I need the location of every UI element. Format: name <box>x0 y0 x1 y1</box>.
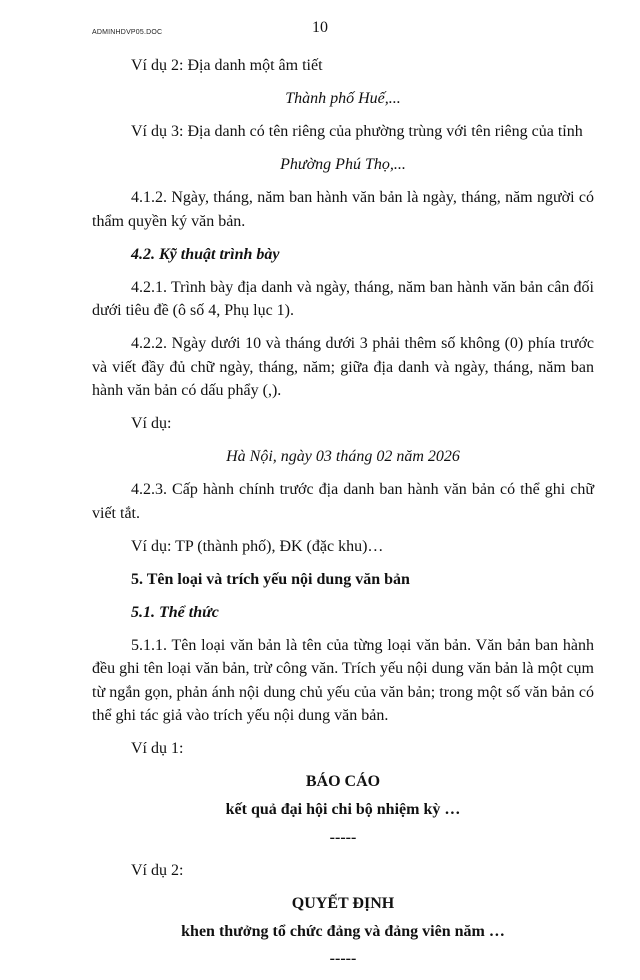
example-1-subtitle: kết quả đại hội chi bộ nhiệm kỳ … <box>225 801 461 818</box>
example-1-label: Ví dụ 1: <box>131 740 184 757</box>
example-1-dash: ----- <box>329 828 357 846</box>
example-date: Hà Nội, ngày 03 tháng 02 năm 2026 <box>226 448 460 465</box>
file-name: ADMINHDVP05.DOC <box>92 29 163 36</box>
paragraph-5-1-1: 5.1.1. Tên loại văn bản là tên của từng loại văn bản. Văn bản ban hành đều ghi tên loại văn bản, trừ công văn. Trích yếu nội dung văn bản là một cụm từ ngắn gọn, phản ánh nội dung chủ yếu của văn bản; trong một số văn bản có thể ghi tác giả vào trích yếu nội dung văn bản. <box>92 636 594 724</box>
heading-4-2: 4.2. Kỹ thuật trình bày <box>131 245 280 263</box>
paragraph-4-2-3: 4.2.3. Cấp hành chính trước địa danh ban hành văn bản có thể ghi chữ viết tắt. <box>92 481 594 522</box>
example-2-label: Ví dụ 2: Địa danh một âm tiết <box>131 57 323 74</box>
example-2b-title: QUYẾT ĐỊNH <box>291 894 395 912</box>
paragraph-4-2-2: 4.2.2. Ngày dưới 10 và tháng dưới 3 phải thêm số không (0) phía trước và viết đầy đủ chữ ngày, tháng, năm; giữa địa danh và ngày, tháng, năm ban hành văn bản có dấu phẩy (,). <box>92 335 594 399</box>
paragraph-4-2-1: 4.2.1. Trình bày địa danh và ngày, tháng, năm ban hành văn bản cân đối dưới tiêu đề (ô số 4, Phụ lục 1). <box>92 278 594 319</box>
example-1-title: BÁO CÁO <box>305 773 381 790</box>
example-2b-dash: ----- <box>329 950 357 967</box>
example-2-value: Thành phố Huế,... <box>285 90 401 107</box>
example-3-label: Ví dụ 3: Địa danh có tên riêng của phường trùng với tên riêng của tỉnh <box>131 123 583 140</box>
heading-5-1: 5.1. Thể thức <box>131 603 219 621</box>
example-3-value: Phường Phú Thọ,... <box>280 156 406 173</box>
example-2b-subtitle: khen thưởng tổ chức đảng và đảng viên năm … <box>181 922 505 940</box>
example-label: Ví dụ: <box>131 415 172 432</box>
example-2b-label: Ví dụ 2: <box>131 861 184 879</box>
page-number: 10 <box>312 19 328 36</box>
heading-5: 5. Tên loại và trích yếu nội dung văn bản <box>131 570 410 588</box>
paragraph-4-1-2: 4.1.2. Ngày, tháng, năm ban hành văn bản là ngày, tháng, năm người có thẩm quyền ký văn bản. <box>92 189 594 230</box>
example-abbreviation: Ví dụ: TP (thành phố), ĐK (đặc khu)… <box>131 537 384 555</box>
document-body <box>92 54 594 980</box>
